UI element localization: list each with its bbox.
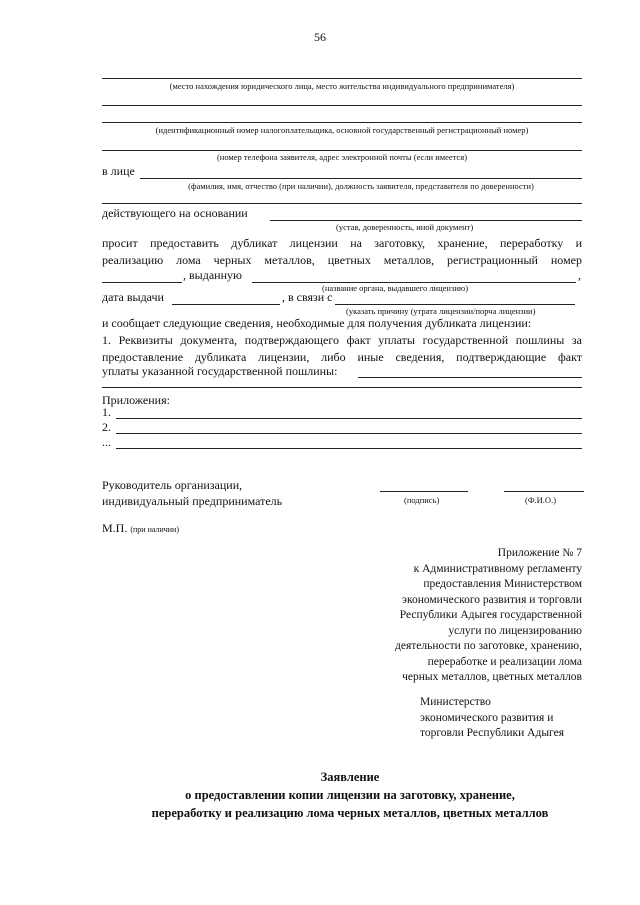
- ids-blank-line: [102, 122, 582, 123]
- acting-basis-label: действующего на основании: [102, 206, 248, 220]
- request-paragraph: [102, 235, 582, 269]
- document-title: [60, 768, 640, 822]
- fio-caption: (Ф.И.О.): [525, 495, 557, 505]
- ministry-line-3: торговли Республики Адыгея: [420, 727, 565, 739]
- request-line-2: реализацию лома черных металлов, цветных металлов, регистрационный номер: [102, 253, 582, 267]
- location-blank-line-2: [102, 105, 582, 106]
- location-blank-line: [102, 78, 582, 79]
- request-line-1: просит предоставить дубликат лицензии на заготовку, хранение, переработку и: [102, 236, 582, 250]
- appendix-line-2: к Административному регламенту: [413, 562, 582, 575]
- appendix-line-9: черных металлов, цветных металлов: [402, 671, 582, 683]
- head-label-line-2: индивидуальный предприниматель: [102, 494, 283, 508]
- appendix-line-8: переработке и реализации лома: [427, 655, 582, 668]
- stamp-text: М.П.: [102, 521, 128, 535]
- acting-basis-field[interactable]: [270, 220, 582, 221]
- reason-caption: (указать причину (утрата лицензии/порча лицензии): [346, 306, 536, 316]
- fee-details-field[interactable]: [358, 377, 582, 378]
- issue-date-label: дата выдачи: [102, 290, 164, 304]
- issuer-comma: ,: [578, 268, 581, 282]
- fio-field[interactable]: [504, 491, 584, 492]
- title-line-3: переработку и реализацию лома черных металлов, цветных металлов: [151, 806, 549, 820]
- ministry-line-2: экономического развития и: [420, 711, 554, 724]
- attachment-1-number: 1.: [102, 405, 111, 419]
- fee-paragraph: [102, 332, 582, 366]
- appendix-line-5: Республики Адыгея государственной: [399, 609, 582, 621]
- reason-label: , в связи с: [282, 290, 333, 304]
- issue-date-field[interactable]: [172, 304, 280, 305]
- appendix-line-3: предоставления Министерством: [423, 578, 582, 590]
- person-caption: (фамилия, имя, отчество (при наличии), должность заявителя, представителя по доверенности): [188, 181, 534, 191]
- in-person-field[interactable]: [140, 178, 582, 179]
- stamp-note: (при наличии): [130, 525, 179, 534]
- ministry-line-1: Министерство: [420, 696, 491, 708]
- fee-line-1: 1. Реквизиты документа, подтверждающего факт уплаты государственной пошлины за: [102, 333, 582, 347]
- phone-caption: (номер телефона заявителя, адрес электронной почты (если имеется): [216, 152, 468, 162]
- attachment-1-field[interactable]: [116, 418, 582, 419]
- title-line-2: о предоставлении копии лицензии на заготовку, хранение,: [185, 788, 515, 802]
- attachment-more-field[interactable]: [116, 448, 582, 449]
- stamp-label: [102, 521, 179, 536]
- attachment-2-number: 2.: [102, 420, 111, 434]
- head-label-line-1: Руководитель организации,: [102, 478, 243, 492]
- attachment-2-field[interactable]: [116, 433, 582, 434]
- attachment-more: ...: [102, 435, 111, 449]
- attachments-label: Приложения:: [102, 393, 170, 407]
- appendix-block: [352, 546, 582, 686]
- appendix-line-6: услуги по лицензированию: [448, 624, 582, 637]
- issuer-caption: (название органа, выдавшего лицензию): [322, 283, 469, 293]
- fee-details-line-2: [102, 387, 582, 388]
- appendix-line-4: экономического развития и торговли: [402, 593, 582, 606]
- reason-field[interactable]: [335, 304, 575, 305]
- appendix-line-7: деятельности по заготовке, хранению,: [394, 640, 582, 652]
- appendix-line-1: Приложение № 7: [497, 547, 582, 559]
- signature-field[interactable]: [380, 491, 468, 492]
- ids-caption: (идентификационный номер налогоплательщика, основной государственный регистрационный номер): [155, 125, 529, 135]
- person-blank-line-2: [102, 203, 582, 204]
- info-intro: и сообщает следующие сведения, необходимые для получения дубликата лицензии:: [102, 316, 532, 330]
- issued-label: , выданную: [183, 268, 242, 282]
- ministry-block: [420, 695, 620, 742]
- basis-caption: (устав, доверенность, иной документ): [336, 222, 474, 232]
- in-person-label: в лице: [102, 164, 135, 178]
- location-caption: (место нахождения юридического лица, место жительства индивидуального предпринимателя): [169, 81, 515, 91]
- signature-caption: (подпись): [404, 495, 440, 505]
- page-number: 56: [314, 30, 326, 44]
- fee-line-3: уплаты указанной государственной пошлины:: [102, 364, 338, 378]
- phone-blank-line: [102, 150, 582, 151]
- title-line-1: Заявление: [320, 770, 380, 784]
- license-number-field[interactable]: [102, 282, 182, 283]
- fee-line-2: предоставление дубликата лицензии, либо иные сведения, подтверждающие факт: [102, 350, 582, 364]
